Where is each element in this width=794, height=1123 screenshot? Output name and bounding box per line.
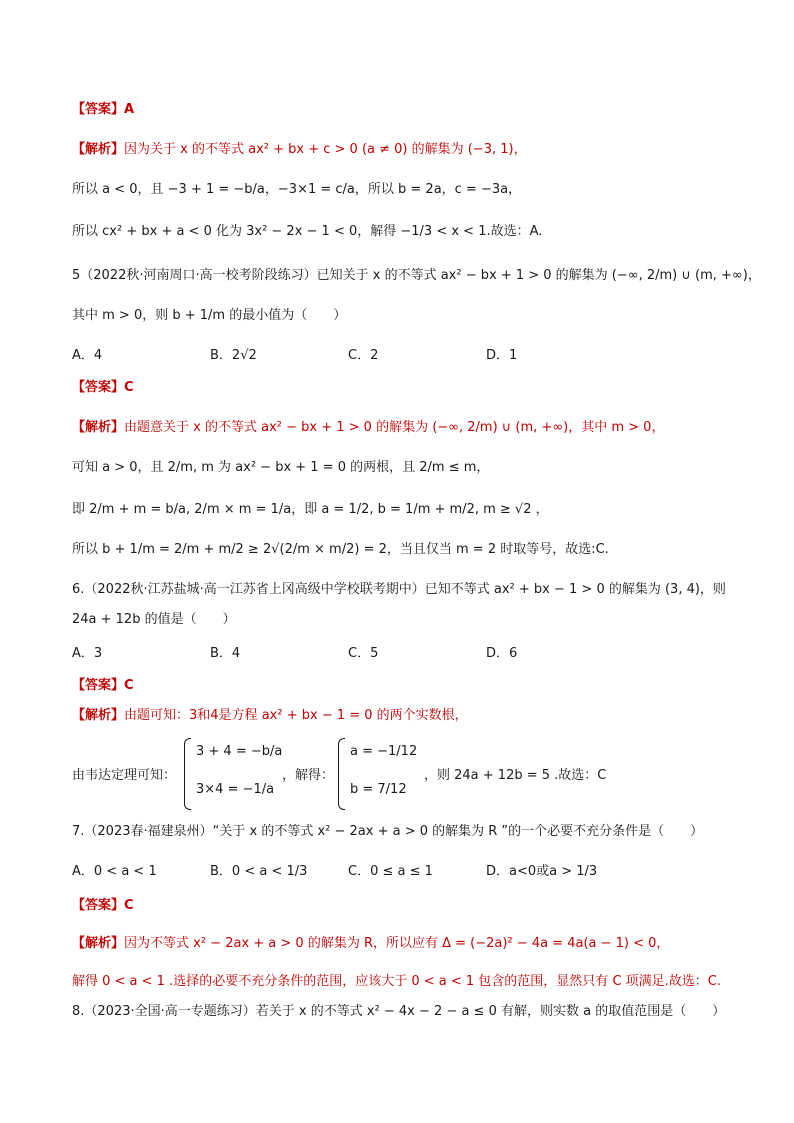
answer-value: A [124,102,135,117]
q6-analysis-line-1 [72,706,734,726]
brace-left [184,738,191,810]
q5-option-c: C．2 [348,348,379,363]
q5-stem-line-2: 其中 m > 0，则 b + 1/m 的最小值为（ ） [72,308,347,323]
q6-option-b: B．4 [210,646,241,661]
analysis-text: 由题可知：3和4是方程 ax² + bx − 1 = 0 的两个实数根， [124,708,468,723]
q7-option-c: C．0 ≤ a ≤ 1 [348,864,433,879]
q7-analysis-line-1 [72,934,734,954]
q6-answer [72,676,734,696]
q5-option-d: D．1 [486,348,518,363]
q6-analysis-mid: ，解得： [282,768,335,783]
q7-option-d: D．a<0或a > 1/3 [486,864,598,879]
q6-option-c: C．5 [348,646,379,661]
q7-stem: 7.（2023春·福建泉州）“关于 x 的不等式 x² − 2ax + a > 0 的解集为 R ”的一个必要不充分条件是（ ） [72,824,704,839]
system-eq-1: a = −1/12 [350,744,418,759]
q6-system-2 [338,738,418,808]
q4-answer [72,100,734,120]
q5-analysis-line-3: 即 2/m + m = b/a, 2/m × m = 1/a，即 a = 1/2, b = 1/m + m/2, m ≥ √2 ， [72,502,549,517]
q4-analysis-line-2: 所以 a < 0，且 −3 + 1 = −b/a，−3×1 = c/a，所以 b = 2a，c = −3a， [72,182,522,197]
system-eq-2: b = 7/12 [350,782,407,797]
q5-answer [72,378,734,398]
answer-tag: 【答案】 [72,898,125,913]
q7-answer [72,896,734,916]
q5-analysis-line-2: 可知 a > 0，且 2/m, m 为 ax² − bx + 1 = 0 的两根，且 2/m ≤ m， [72,460,490,475]
q4-analysis-line-3 [72,222,734,242]
q6-option-d: D．6 [486,646,518,661]
q5-analysis-line-4: 所以 b + 1/m = 2/m + m/2 ≥ 2√(2/m × m/2) = 2，当且仅当 m = 2 时取等号，故选:C. [72,542,609,557]
answer-tag: 【答案】 [72,678,125,693]
q8-stem: 8.（2023·全国·高一专题练习）若关于 x 的不等式 x² − 4x − 2 − a ≤ 0 有解，则实数 a 的取值范围是（ ） [72,1004,726,1019]
q6-stem-line-1: 6.（2022秋·江苏盐城·高一江苏省上冈高级中学校联考期中）已知不等式 ax² + bx − 1 > 0 的解集为 (3, 4)，则 [72,582,726,597]
analysis-tag: 【解析】 [72,936,125,951]
answer-tag: 【答案】 [72,380,125,395]
q7-option-a: A．0 < a < 1 [72,864,157,879]
q5-option-b: B．2√2 [210,348,257,363]
answer-value: C [124,898,134,913]
q5-stem-line-1: 5（2022秋·河南周口·高一校考阶段练习）已知关于 x 的不等式 ax² − bx + 1 > 0 的解集为 (−∞, 2/m) ∪ (m, +∞)， [72,268,761,283]
analysis-tag: 【解析】 [72,142,125,157]
analysis-text: 由题意关于 x 的不等式 ax² − bx + 1 > 0 的解集为 (−∞, 2/m) ∪ (m, +∞)，其中 m > 0， [124,420,665,435]
q5-option-a: A．4 [72,348,103,363]
system-eq-1: 3 + 4 = −b/a [196,744,283,759]
q4-analysis-line-1 [72,140,734,160]
answer-value: C [124,678,134,693]
answer-tag: 【答案】 [72,102,125,117]
answer-value: C [124,380,134,395]
analysis-tag: 【解析】 [72,708,125,723]
analysis-tag: 【解析】 [72,420,125,435]
brace-left [338,738,345,810]
q6-stem-line-2: 24a + 12b 的值是（ ） [72,612,236,627]
q6-system-1 [184,738,283,808]
analysis-text: 因为不等式 x² − 2ax + a > 0 的解集为 R，所以应有 Δ = (−2a)² − 4a = 4a(a − 1) < 0， [124,936,670,951]
q6-analysis-prefix: 由韦达定理可知： [72,768,177,783]
system-eq-2: 3×4 = −1/a [196,782,275,797]
analysis-text: 所以 cx² + bx + a < 0 化为 3x² − 2x − 1 < 0，解得 −1/3 < x < 1.故选：A. [72,224,543,239]
q7-option-b: B．0 < a < 1/3 [210,864,308,879]
q5-analysis-line-1 [72,418,734,438]
q6-analysis-suffix: ，则 24a + 12b = 5 .故选：C [424,768,607,783]
q7-analysis-line-2: 解得 0 < a < 1 .选择的必要不充分条件的范围，应该大于 0 < a < 1 包含的范围，显然只有 C 项满足.故选：C. [72,974,721,989]
analysis-text: 因为关于 x 的不等式 ax² + bx + c > 0 (a ≠ 0) 的解集为 (−3, 1)， [124,142,527,157]
q6-option-a: A．3 [72,646,103,661]
